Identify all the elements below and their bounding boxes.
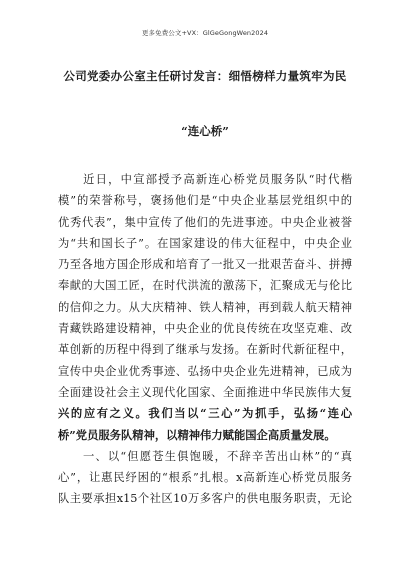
header-note: 更多免费公文+VX：GlGeGongWen2024: [141, 29, 269, 37]
document-subtitle: “连心桥”: [181, 124, 229, 138]
body-line: 优秀代表”，集中宣传了他们的先进事迹。中央企业被誉: [58, 215, 352, 229]
body-line: 心”，让惠民纾困的“根系”扎根。x高新连心桥党员服务: [58, 471, 352, 485]
body-line: 为“共和国长子”。在国家建设的伟大征程中，中央企业: [58, 236, 352, 250]
document-title: 公司党委办公室主任研讨发言：细悟榜样力量筑牢为民: [63, 69, 347, 83]
body-line: 近日，中宣部授予高新连心桥党员服务队“时代楷: [58, 173, 352, 186]
body-line: 宣传中央企业优秀事迹、弘扬中央企业先进精神，已成为: [58, 364, 352, 378]
body-line: 革创新的历程中得到了继承与发扬。在新时代新征程中，: [58, 343, 352, 357]
body-line: 队主要承担x15个社区10万多客户的供电服务职责，无论: [58, 492, 352, 506]
body-line: 桥”党员服务队精神，以精神伟力赋能国企高质量发展。: [58, 427, 336, 442]
body-line: 的信仰之力。从大庆精神、铁人精神，再到载人航天精神: [58, 300, 352, 314]
body-line: 兴的应有之义。我们当以“三心”为抓手，弘扬“连心: [58, 406, 352, 421]
body-line: 青藏铁路建设精神，中央企业的优良传统在攻坚克难、改: [58, 322, 352, 336]
body-line: 奉献的大国工匠，在时代洪流的激荡下，汇聚成无与伦比: [58, 279, 352, 293]
document-body: [58, 169, 352, 510]
body-line: 全面建设社会主义现代化国家、全面推进中华民族伟大复: [58, 385, 352, 399]
body-line: 一、以“但愿苍生俱饱暖，不辞辛苦出山林”的“真: [58, 449, 352, 463]
body-line: 模”的荣誉称号，褒扬他们是“中央企业基层党组织中的: [58, 194, 352, 208]
body-line: 乃至各地方国企形成和培育了一批又一批艰苦奋斗、拼搏: [58, 258, 352, 272]
